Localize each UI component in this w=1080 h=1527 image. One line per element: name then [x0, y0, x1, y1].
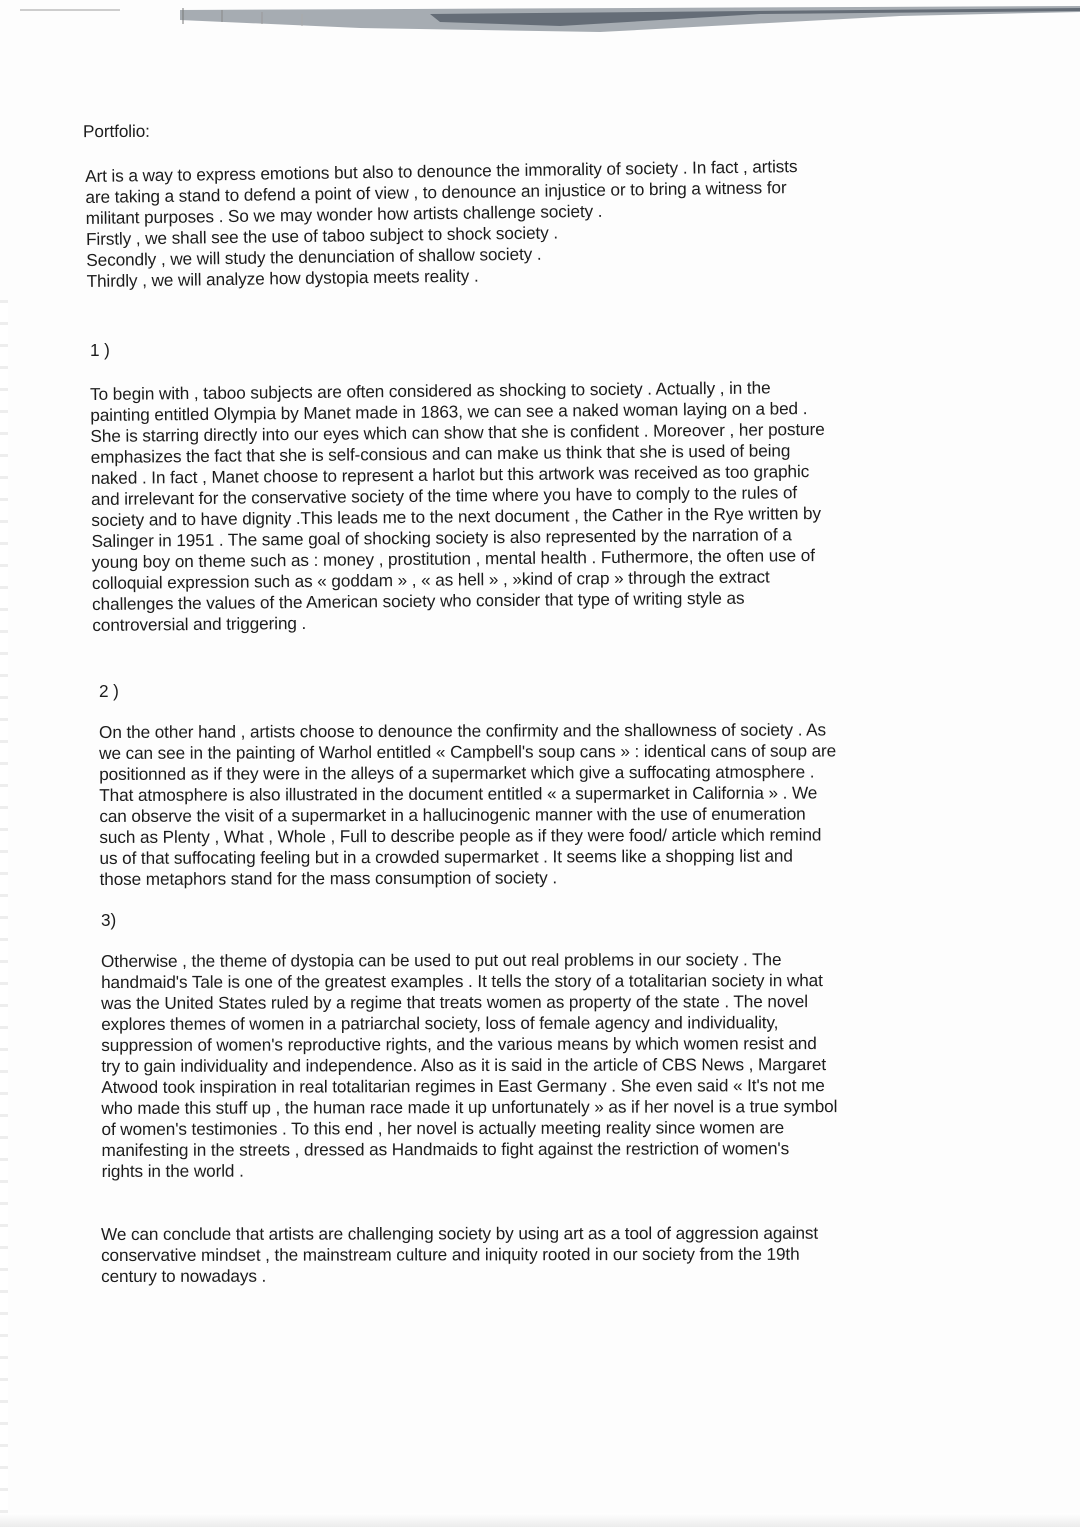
paragraph-line: suppression of women's reproductive rights, and the various means by which women resist and: [101, 1033, 817, 1055]
conclusion-paragraph: [101, 1223, 818, 1287]
paragraph-line: Atwood took inspiration in real totalitarian regimes in East Germany . She even said « It's not me: [101, 1075, 825, 1097]
intro-line: are taking a stand to defend a point of view , to denounce an injustice or to bring a witness for: [85, 177, 787, 207]
scan-left-edge: [0, 300, 8, 1527]
paragraph-line: colloquial expression such as « goddam » , « as hell » , »kind of crap » through the extract: [91, 566, 770, 593]
scan-top-edge: [0, 0, 1080, 40]
intro-line: Art is a way to express emotions but also to denounce the immorality of society . In fact , artists: [85, 156, 798, 186]
paragraph-line: was the United States ruled by a regime that treats women as property of the state . The novel: [101, 991, 808, 1013]
paragraph-line: To begin with , taboo subjects are often considered as shocking to society . Actually , in the: [90, 377, 771, 404]
paragraph-line: naked . In fact , Manet choose to represent a harlot but this artwork was received as too graphic: [90, 461, 810, 488]
scan-bottom-edge: [0, 1513, 1080, 1527]
paragraph-line: society and to have dignity .This leads me to the next document , the Cather in the Rye written by: [91, 502, 822, 530]
intro-line: Secondly , we will study the denunciation of shallow society .: [86, 243, 542, 270]
intro-line: Firstly , we shall see the use of taboo subject to shock society .: [85, 222, 559, 249]
paragraph-line: emphasizes the fact that she is self-consious and can make us think that she is used of being: [90, 440, 791, 467]
section-3-paragraph: [101, 949, 838, 1182]
paragraph-line: That atmosphere is also illustrated in the document entitled « a supermarket in California » . We: [99, 782, 818, 805]
section-2-heading: 2 ): [99, 681, 119, 701]
paragraph-line: and irrelevant for the conservative society of the time where you have to comply to the rules of: [91, 482, 798, 509]
paragraph-line: Salinger in 1951 . The same goal of shocking society is also represented by the narration of a: [91, 524, 792, 551]
document-title: Portfolio:: [82, 120, 150, 142]
paragraph-line: such as Plenty , What , Whole , Full to describe people as if they were food/ article which remind: [99, 824, 822, 847]
paragraph-line: rights in the world .: [101, 1160, 244, 1181]
paragraph-line: handmaid's Tale is one of the greatest examples . It tells the story of a totalitarian society in what: [101, 970, 823, 992]
paragraph-line: we can see in the painting of Warhol entitled « Campbell's soup cans » : identical cans of soup are: [99, 740, 837, 763]
paragraph-line: try to gain individuality and independence. Also as it is said in the article of CBS News , Margaret: [101, 1054, 827, 1076]
paragraph-line: On the other hand , artists choose to denounce the confirmity and the shallowness of society . As: [99, 719, 826, 742]
paragraph-line: positionned as if they were in the alleys of a supermarket which give a suffocating atmosphere .: [99, 761, 815, 784]
paragraph-line: young boy on theme such as : money , prostitution , mental health . Futhermore, the often use of: [91, 545, 815, 572]
paragraph-line: of women's testimonies . To this end , her novel is actually meeting reality since women are: [101, 1117, 785, 1139]
conclusion-line: We can conclude that artists are challenging society by using art as a tool of aggression against: [101, 1222, 819, 1244]
paragraph-line: us of that suffocating feeling but in a crowded supermarket . It seems like a shopping list and: [99, 845, 793, 868]
paragraph-line: controversial and triggering .: [92, 612, 307, 635]
paragraph-line: She is starring directly into our eyes which can show that she is confident . Moreover , her posture: [90, 418, 825, 446]
intro-line: Thirdly , we will analyze how dystopia meets reality .: [86, 265, 479, 291]
section-1-heading: 1 ): [90, 340, 110, 360]
conclusion-line: century to nowadays .: [101, 1265, 267, 1286]
intro-paragraph: [85, 156, 799, 292]
paragraph-line: explores themes of women in a patriarchal society, loss of female agency and individuality,: [101, 1012, 779, 1034]
section-3-heading: 3): [101, 910, 117, 930]
conclusion-line: conservative mindset , the mainstream culture and iniquity rooted in our society from the 19th: [101, 1243, 800, 1265]
intro-line: militant purposes . So we may wonder how artists challenge society .: [85, 200, 603, 228]
paragraph-line: challenges the values of the American society who consider that type of writing style as: [92, 587, 745, 614]
paragraph-line: those metaphors stand for the mass consumption of society .: [99, 867, 558, 889]
paragraph-line: painting entitled Olympia by Manet made in 1863, we can see a naked woman laying on a bed .: [90, 398, 808, 425]
paragraph-line: can observe the visit of a supermarket in a hallucinogenic manner with the use of enumeration: [99, 803, 806, 826]
section-2-paragraph: [99, 719, 837, 890]
section-1-paragraph: [90, 377, 827, 636]
paragraph-line: who made this stuff up , the human race made it up unfortunately » as if her novel is a true symbol: [101, 1096, 838, 1118]
paragraph-line: Otherwise , the theme of dystopia can be used to put out real problems in our society . The: [101, 949, 782, 971]
paragraph-line: manifesting in the streets , dressed as Handmaids to fight against the restriction of women's: [101, 1138, 790, 1160]
